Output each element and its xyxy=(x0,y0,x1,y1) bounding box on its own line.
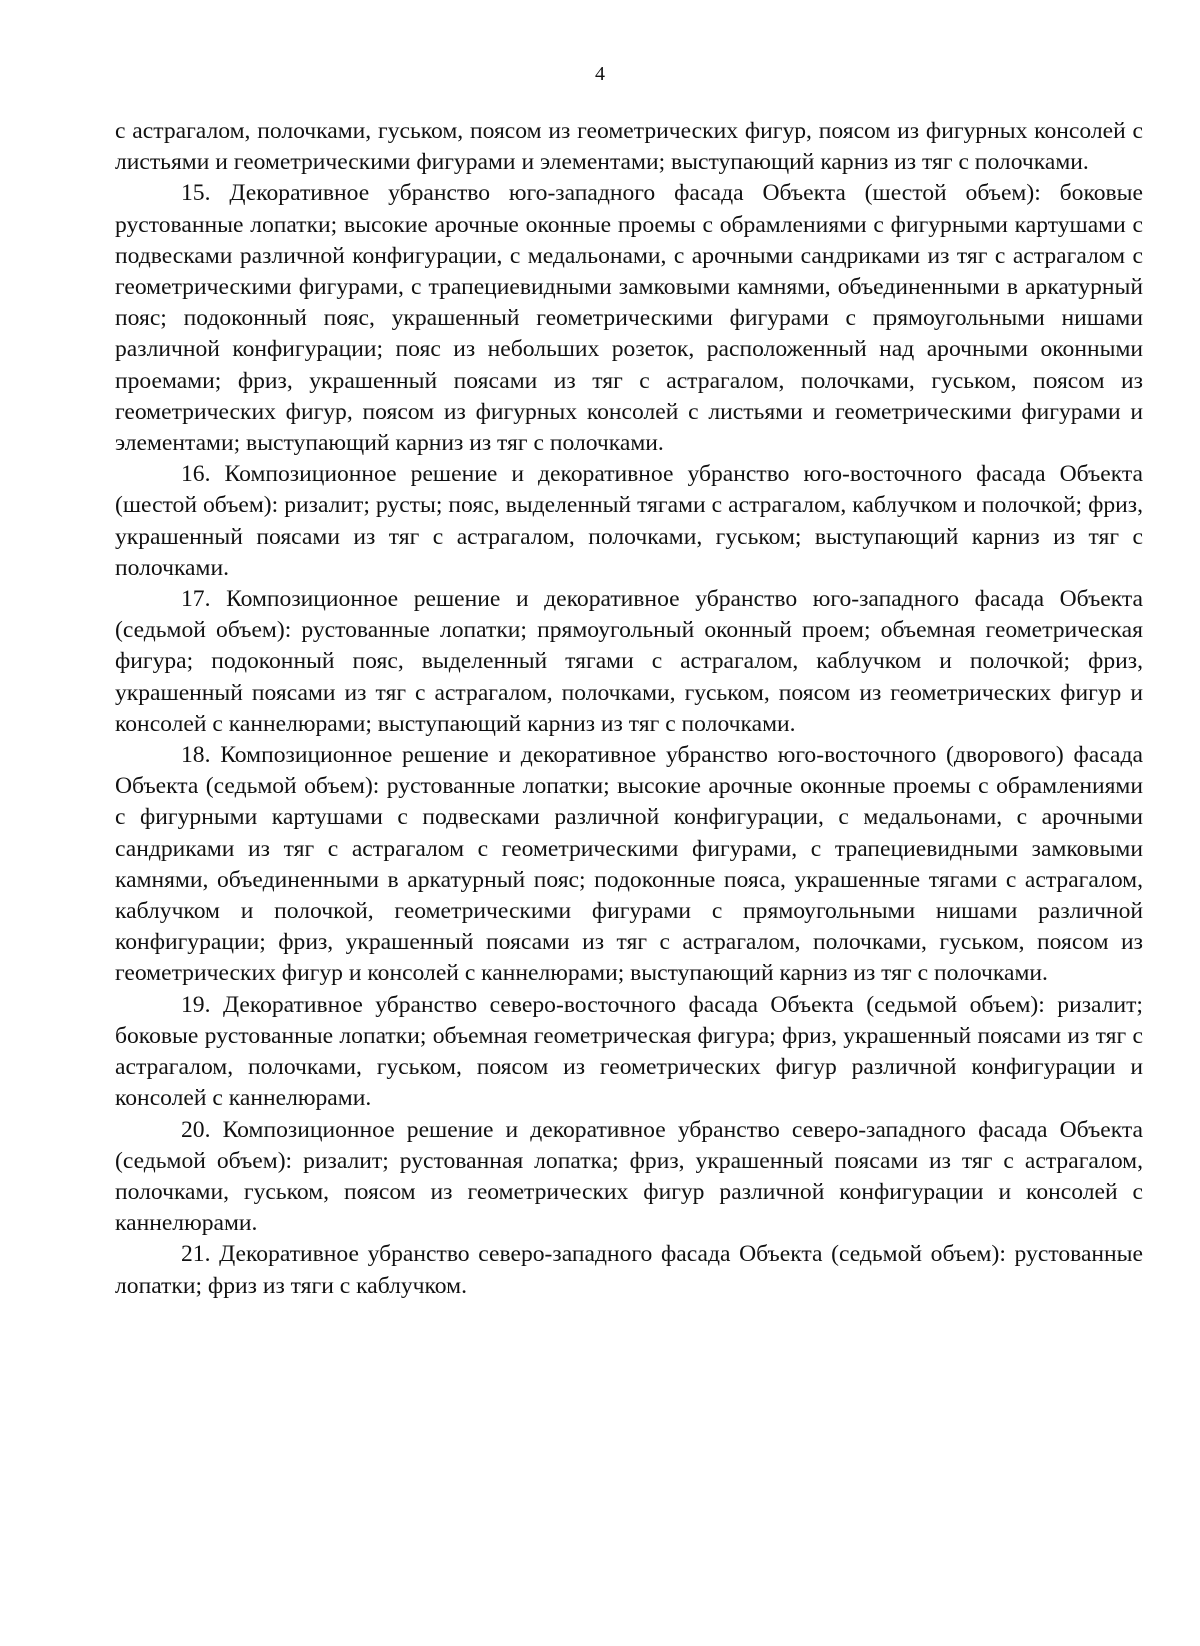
paragraph-16: 16. Композиционное решение и декоративное убранство юго-восточного фасада Объекта (шестой объем): ризалит; русты; пояс, выделенный тягами с астрагалом, каблучком и полочкой; фриз, украшенный поясами из тяг с астрагалом, полочками, гуськом; выступающий карниз из тяг с полочками. xyxy=(115,461,1143,581)
document-body xyxy=(115,116,1143,1302)
paragraph-continuation: с астрагалом, полочками, гуськом, поясом из геометрических фигур, поясом из фигурных консолей с листьями и геометрическими фигурами и элементами; выступающий карниз из тяг с полочками. xyxy=(115,118,1143,176)
paragraph-19: 19. Декоративное убранство северо-восточного фасада Объекта (седьмой объем): ризалит; боковые рустованные лопатки; объемная геометрическая фигура; фриз, украшенный поясами из тяг с астрагалом, полочками, гуськом, поясом из геометрических фигур различной конфигурации и консолей с каннелюрами. xyxy=(115,991,1143,1112)
paragraph-15: 15. Декоративное убранство юго-западного фасада Объекта (шестой объем): боковые рустованные лопатки; высокие арочные оконные проемы с обрамлениями с фигурными картушами с подвесками различной конфигурации, с медальонами, с арочными сандриками из тяг с астрагалом с геометрическими фигурами, с трапециевидными замковыми камнями, объединенными в аркатурный пояс; подоконный пояс, украшенный геометрическими фигурами с прямоугольными нишами различной конфигурации; пояс из небольших розеток, расположенный над арочными оконными проемами; фриз, украшенный поясами из тяг с астрагалом, полочками, гуськом, поясом из геометрических фигур, поясом из фигурных консолей с листьями и геометрическими фигурами и элементами; выступающий карниз из тяг с полочками. xyxy=(115,180,1143,457)
paragraph-18: 18. Композиционное решение и декоративное убранство юго-восточного (дворового) фасада Объекта (седьмой объем): рустованные лопатки; высокие арочные оконные проемы с обрамлениями с фигурными картушами с подвесками различной конфигурации, с медальонами, с арочными сандриками из тяг с астрагалом с геометрическими фигурами, с трапециевидными замковыми камнями, объединенными в аркатурный пояс; подоконные пояса, украшенные тягами с астрагалом, каблучком и полочкой, геометрическими фигурами с прямоугольными нишами различной конфигурации; фриз, украшенный поясами из тяг с астрагалом, полочками, гуськом, поясом из геометрических фигур и консолей с каннелюрами; выступающий карниз из тяг с полочками. xyxy=(115,742,1143,987)
paragraph-21: 21. Декоративное убранство северо-западного фасада Объекта (седьмой объем): рустованные лопатки; фриз из тяги с каблучком. xyxy=(115,1241,1143,1299)
page-number: 4 xyxy=(595,63,605,85)
paragraph-17: 17. Композиционное решение и декоративное убранство юго-западного фасада Объекта (седьмой объем): рустованные лопатки; прямоугольный оконный проем; объемная геометрическая фигура; подоконный пояс, выделенный тягами с астрагалом, каблучком и полочкой; фриз, украшенный поясами из тяг с астрагалом, полочками, гуськом, поясом из геометрических фигур и консолей с каннелюрами; выступающий карниз из тяг с полочками. xyxy=(115,586,1143,737)
paragraph-20: 20. Композиционное решение и декоративное убранство северо-западного фасада Объекта (седьмой объем): ризалит; рустованная лопатка; фриз, украшенный поясами из тяг с астрагалом, полочками, гуськом, поясом из геометрических фигур различной конфигурации и консолей с каннелюрами. xyxy=(115,1116,1143,1237)
